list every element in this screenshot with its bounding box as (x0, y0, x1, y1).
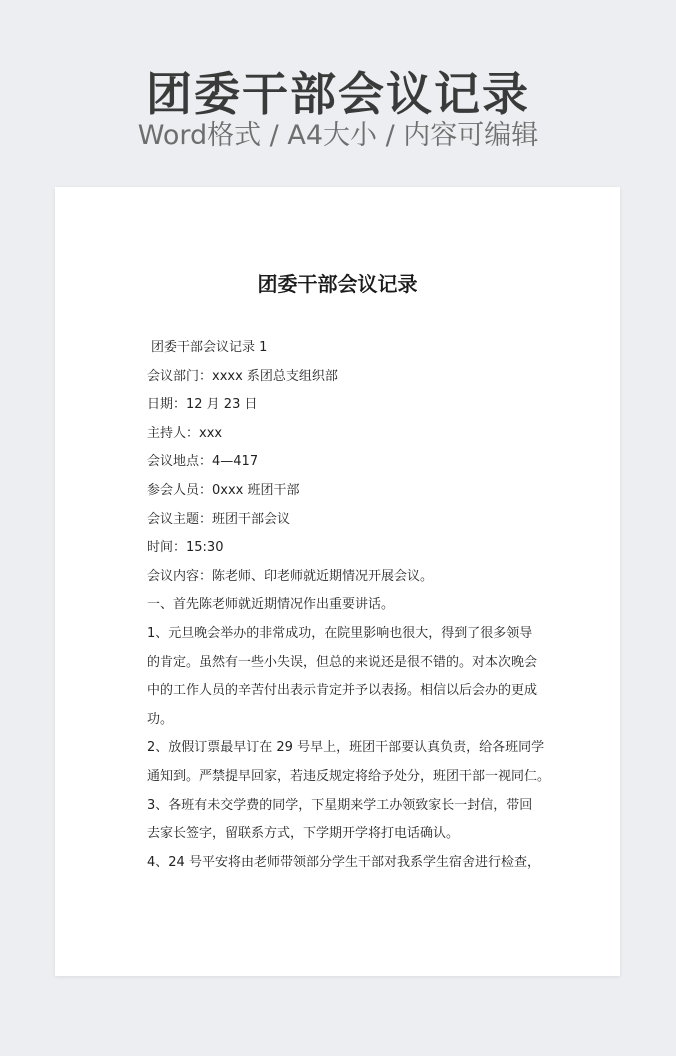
doc-line: 时间：15:30 (147, 540, 224, 556)
document-body (147, 334, 551, 877)
doc-line: 会议主题：班团干部会议 (147, 511, 291, 527)
doc-line: 去家长签字，留联系方式，下学期开学将打电话确认。 (147, 826, 460, 842)
doc-line: 3、各班有未交学费的同学，下星期来学工办领致家长一封信，带回 (147, 797, 533, 813)
doc-line: 参会人员：0xxx 班团干部 (147, 482, 300, 498)
promo-title: 团委干部会议记录 (146, 67, 530, 121)
document-page (55, 187, 620, 976)
doc-line: 会议地点：4—417 (147, 454, 259, 470)
doc-line: 2、放假订票最早订在 29 号早上，班团干部要认真负责，给各班同学 (147, 740, 545, 756)
doc-line: 4、24 号平安将由老师带领部分学生干部对我系学生宿舍进行检查， (147, 854, 540, 870)
doc-line: 中的工作人员的辛苦付出表示肯定并予以表扬。相信以后会办的更成 (147, 683, 538, 699)
doc-line: 的肯定。虽然有一些小失误，但总的来说还是很不错的。对本次晚会 (147, 654, 538, 670)
doc-line: 通知到。严禁提早回家，若违反规定将给予处分，班团干部一视同仁。 (147, 768, 551, 784)
doc-line: 一、首先陈老师就近期情况作出重要讲话。 (147, 597, 395, 613)
doc-line: 会议部门：xxxx 系团总支组织部 (147, 368, 338, 384)
doc-line: 1、元旦晚会举办的非常成功，在院里影响也很大，得到了很多领导 (147, 625, 533, 641)
doc-line: 日期：12 月 23 日 (147, 397, 258, 413)
doc-line: 功。 (147, 711, 174, 727)
doc-line: 主持人：xxx (147, 425, 223, 441)
doc-line: 会议内容：陈老师、印老师就近期情况开展会议。 (147, 568, 434, 584)
doc-line: 团委干部会议记录 1 (151, 340, 268, 355)
promo-subtitle: Word格式 / A4大小 / 内容可编辑 (137, 120, 539, 151)
document-title: 团委干部会议记录 (257, 272, 418, 296)
